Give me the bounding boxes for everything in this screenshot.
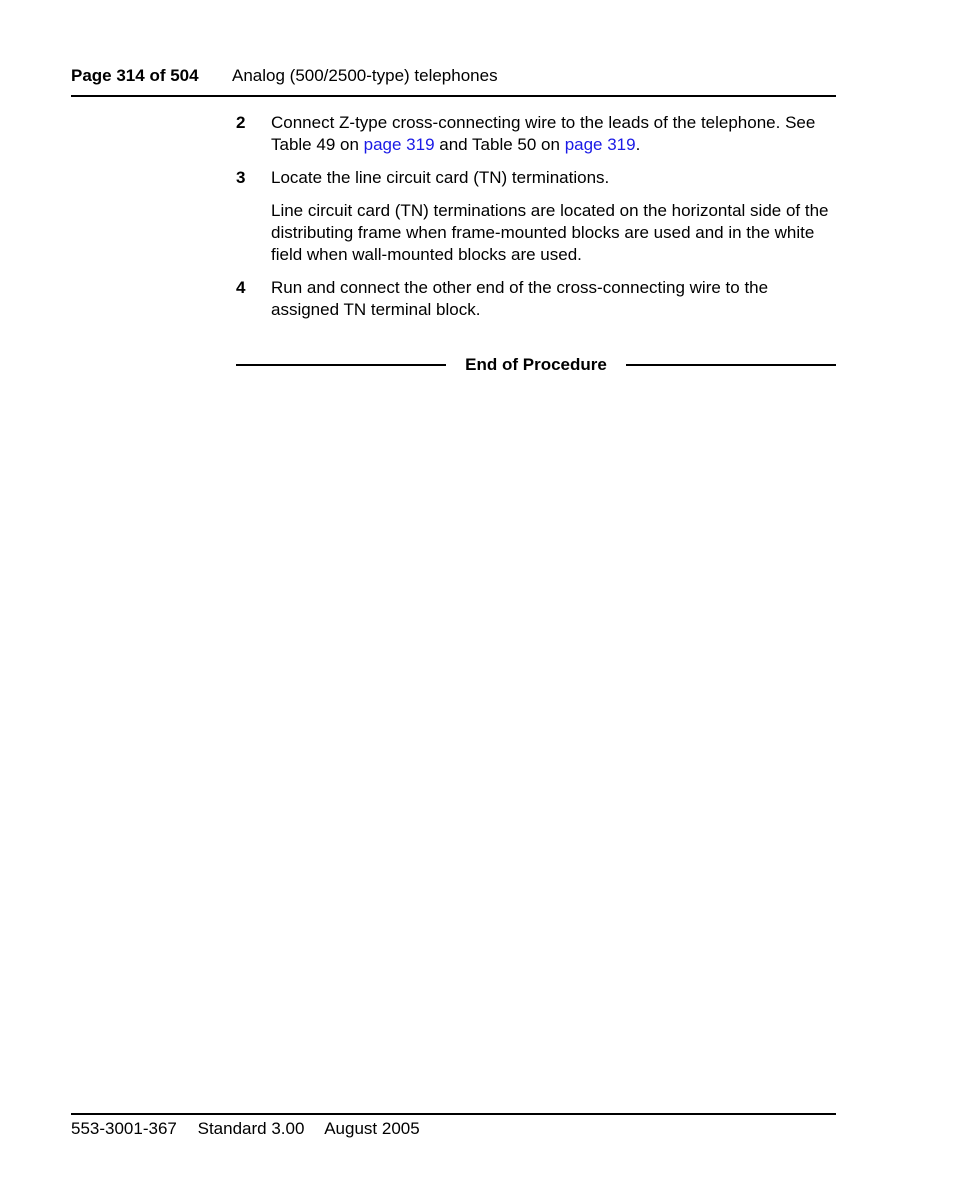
step-instruction: Run and connect the other end of the cross-connecting wire to the assigned TN terminal block. xyxy=(271,278,769,319)
procedure-step-2 xyxy=(236,112,836,156)
page-number: Page 314 of 504 xyxy=(71,66,199,85)
document-number: 553-3001-367 xyxy=(71,1119,177,1138)
page-header xyxy=(71,66,498,86)
end-of-procedure-rule-right xyxy=(626,364,836,366)
document-date: August 2005 xyxy=(324,1119,420,1138)
step-note: Line circuit card (TN) terminations are located on the horizontal side of the distributing frame when frame-mounted blocks are used and in the white field when wall-mounted blocks are used. xyxy=(271,201,829,264)
document-standard: Standard 3.00 xyxy=(197,1119,305,1138)
step-text: Connect Z-type cross-connecting wire to the leads of the telephone. See Table 49 on page 319 and Table 50 on page 319. xyxy=(271,113,816,154)
procedure-step-4 xyxy=(236,277,836,321)
header-rule xyxy=(71,95,836,97)
step-number: 2 xyxy=(236,113,246,132)
page-footer xyxy=(71,1118,436,1140)
chapter-title: Analog (500/2500-type) telephones xyxy=(232,66,498,85)
procedure-step-3 xyxy=(236,167,836,266)
end-of-procedure-label: End of Procedure xyxy=(465,355,607,374)
page-reference-link[interactable]: page 319 xyxy=(564,135,636,154)
step-number: 3 xyxy=(236,168,246,187)
step-text xyxy=(271,167,836,266)
step-number: 4 xyxy=(236,278,246,297)
step-instruction: Locate the line circuit card (TN) terminations. xyxy=(271,168,610,187)
footer-rule xyxy=(71,1113,836,1115)
page-reference-link[interactable]: page 319 xyxy=(363,135,435,154)
end-of-procedure-rule-left xyxy=(236,364,446,366)
step-text xyxy=(271,277,836,321)
